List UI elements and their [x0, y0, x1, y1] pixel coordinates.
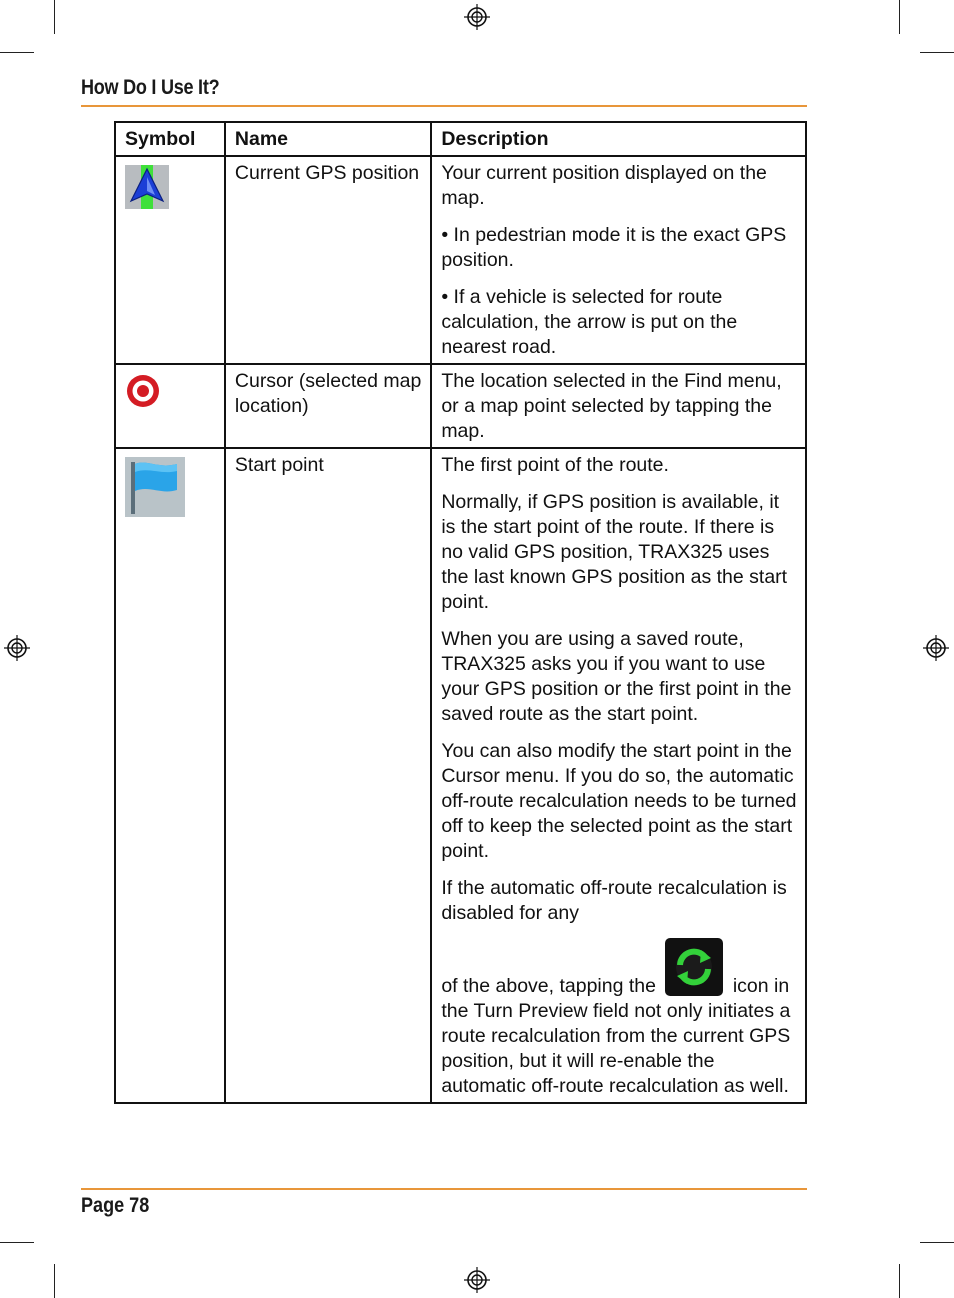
description-paragraph: You can also modify the start point in the Cursor menu. If you do so, the automatic off-route recalculation needs to be turned off to keep the selected point as the start point. — [441, 740, 797, 862]
description-cell — [431, 156, 806, 364]
description-text: icon in the Turn Preview field not only initiates a route recalculation from the current GPS position, but it will re-enable the automatic off-route recalculation as well. — [441, 975, 791, 1097]
symbol-cell — [115, 448, 225, 1103]
name-cell: Current GPS position — [225, 156, 431, 364]
registration-mark-icon — [923, 635, 949, 661]
description-cell — [431, 364, 806, 448]
description-paragraph: The first point of the route. — [441, 454, 669, 476]
table-row — [115, 364, 806, 448]
crop-mark — [54, 0, 55, 34]
crop-mark — [0, 1242, 34, 1243]
crop-mark — [920, 52, 954, 53]
crop-mark — [899, 0, 900, 34]
description-paragraph: • In pedestrian mode it is the exact GPS position. — [441, 224, 787, 271]
description-paragraph: When you are using a saved route, TRAX325 asks you if you want to use your GPS position or the first point in the saved route as the start point. — [441, 628, 792, 725]
registration-mark-icon — [4, 635, 30, 661]
page-number: Page 78 — [81, 1194, 150, 1217]
header-rule — [81, 105, 807, 107]
crop-mark — [0, 52, 34, 53]
symbol-table — [114, 121, 807, 1104]
crop-mark — [899, 1264, 900, 1298]
symbol-cell — [115, 364, 225, 448]
description-paragraph-with-icon — [441, 938, 797, 1099]
gps-position-arrow-icon — [125, 165, 169, 209]
recalculate-icon — [665, 938, 723, 996]
start-flag-icon — [125, 457, 185, 517]
column-header-description: Description — [431, 122, 806, 156]
column-header-name: Name — [225, 122, 431, 156]
description-paragraph: If the automatic off-route recalculation is disabled for any — [441, 877, 787, 924]
column-header-symbol: Symbol — [115, 122, 225, 156]
name-cell: Start point — [225, 448, 431, 1103]
description-paragraph: The location selected in the Find menu, or a map point selected by tapping the map. — [441, 370, 782, 442]
footer-rule — [81, 1188, 807, 1190]
table-row — [115, 156, 806, 364]
table-row — [115, 448, 806, 1103]
crop-mark — [920, 1242, 954, 1243]
description-text: of the above, tapping the — [441, 975, 656, 997]
page-header-title: How Do I Use It? — [81, 76, 220, 99]
description-paragraph: Your current position displayed on the map. — [441, 162, 767, 209]
name-cell: Cursor (selected map location) — [225, 364, 431, 448]
crop-mark — [54, 1264, 55, 1298]
description-cell — [431, 448, 806, 1103]
cursor-target-icon — [125, 373, 161, 409]
table-header-row — [115, 122, 806, 156]
description-paragraph: • If a vehicle is selected for route calculation, the arrow is put on the nearest road. — [441, 286, 738, 358]
registration-mark-icon — [464, 4, 490, 30]
symbol-cell — [115, 156, 225, 364]
registration-mark-icon — [464, 1267, 490, 1293]
description-paragraph: Normally, if GPS position is available, it is the start point of the route. If there is no valid GPS position, TRAX325 uses the last known GPS position as the start point. — [441, 491, 788, 613]
